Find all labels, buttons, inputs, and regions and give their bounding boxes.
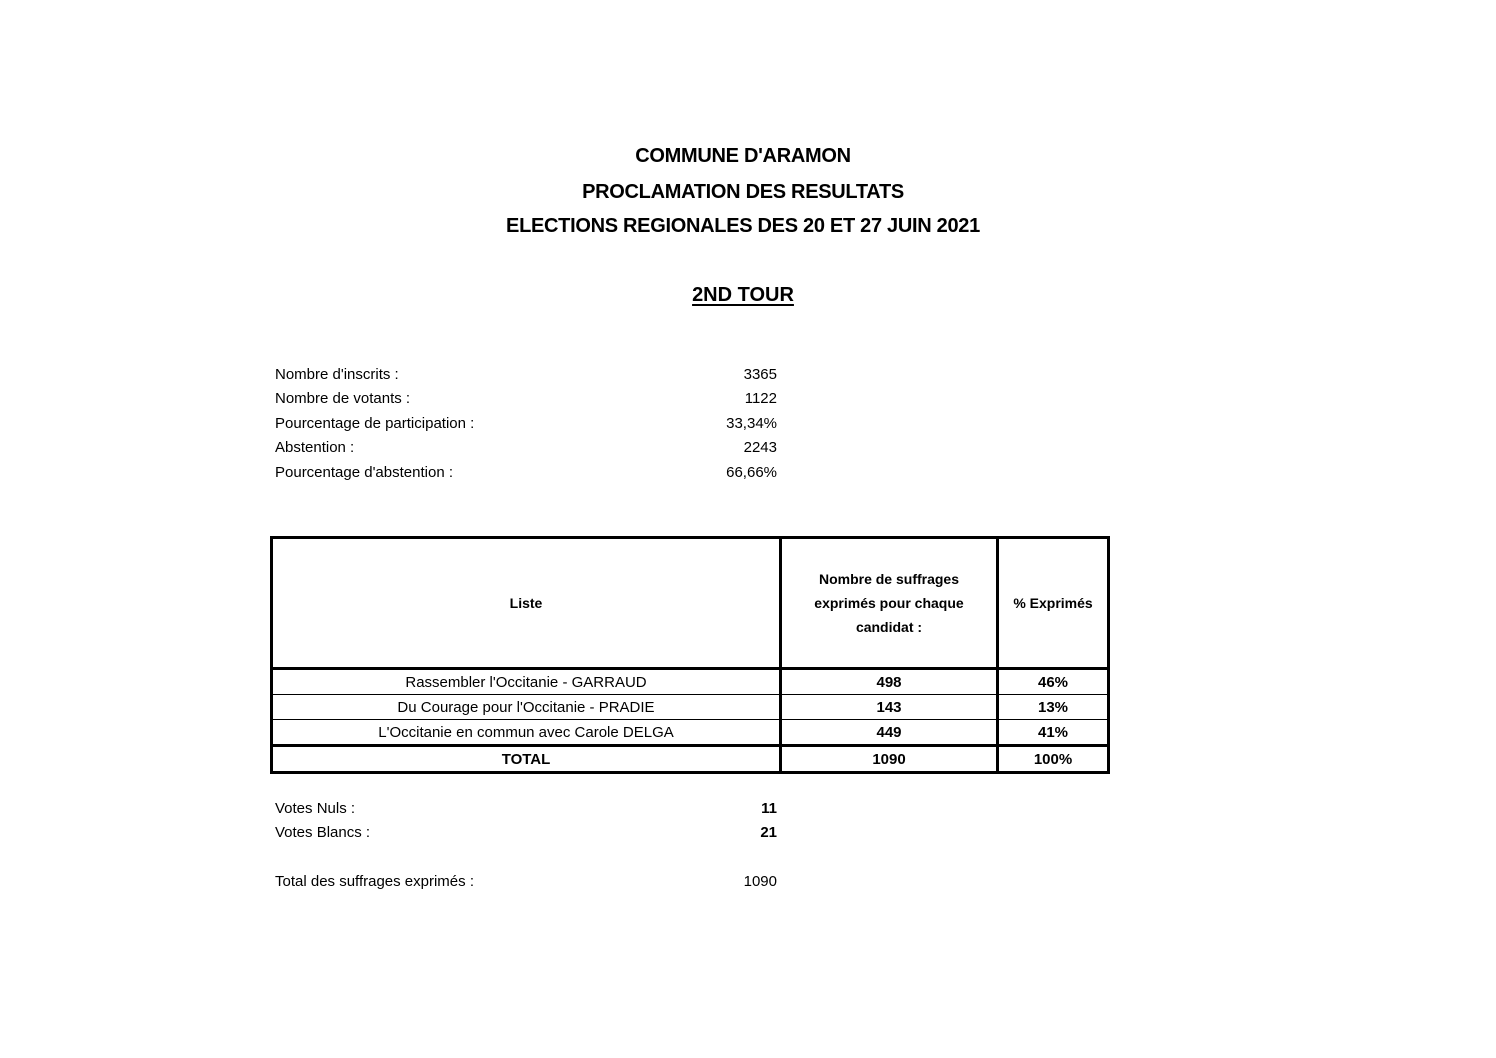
stat-row-abstention xyxy=(275,437,777,459)
stat-row-total-exprimes xyxy=(275,871,777,893)
stat-row-participation xyxy=(275,413,777,435)
stat-label: Votes Nuls : xyxy=(275,800,356,817)
header-pct: % Exprimés xyxy=(998,538,1109,669)
stat-value: 33,34% xyxy=(726,415,777,432)
stat-label: Pourcentage d'abstention : xyxy=(275,464,453,481)
results-table xyxy=(270,536,1110,774)
header-liste: Liste xyxy=(272,538,781,669)
commune-title: COMMUNE D'ARAMON xyxy=(635,145,851,167)
cell-suffrages: 498 xyxy=(781,669,998,695)
stat-value: 2243 xyxy=(743,439,777,456)
stat-value: 66,66% xyxy=(726,464,777,481)
proclamation-title: PROCLAMATION DES RESULTATS xyxy=(582,181,904,203)
stat-label: Pourcentage de participation : xyxy=(275,415,475,432)
table-row xyxy=(272,669,1109,695)
cell-total-label: TOTAL xyxy=(272,746,781,773)
cell-total-suffrages: 1090 xyxy=(781,746,998,773)
cell-liste: Rassembler l'Occitanie - GARRAUD xyxy=(272,669,781,695)
stat-value: 1122 xyxy=(744,390,777,407)
stat-label: Nombre de votants : xyxy=(275,390,411,407)
stat-value: 3365 xyxy=(743,366,777,383)
table-row xyxy=(272,720,1109,746)
stat-value: 1090 xyxy=(743,873,777,890)
stat-value: 21 xyxy=(760,824,777,841)
stat-row-pct-abstention xyxy=(275,462,777,484)
table-header-row xyxy=(272,538,1109,669)
stat-label: Total des suffrages exprimés : xyxy=(275,873,474,890)
cell-liste: L'Occitanie en commun avec Carole DELGA xyxy=(272,720,781,746)
cell-pct: 13% xyxy=(998,695,1109,720)
stat-label: Nombre d'inscrits : xyxy=(275,366,399,383)
cell-suffrages: 449 xyxy=(781,720,998,746)
table-total-row xyxy=(272,746,1109,773)
cell-suffrages: 143 xyxy=(781,695,998,720)
cell-pct: 41% xyxy=(998,720,1109,746)
header-suffrages-text: Nombre de suffrages exprimés pour chaque candidat : xyxy=(814,571,964,635)
stat-row-votants xyxy=(275,388,777,410)
stat-value: 11 xyxy=(761,800,777,817)
cell-total-pct: 100% xyxy=(998,746,1109,773)
election-title: ELECTIONS REGIONALES DES 20 ET 27 JUIN 2021 xyxy=(506,215,980,237)
stat-label: Abstention : xyxy=(275,439,355,456)
header-suffrages xyxy=(781,538,998,669)
stat-label: Votes Blancs : xyxy=(275,824,371,841)
stat-row-votes-nuls xyxy=(275,798,777,820)
stat-row-inscrits xyxy=(275,364,777,386)
cell-pct: 46% xyxy=(998,669,1109,695)
tour-heading: 2ND TOUR xyxy=(692,284,794,306)
stat-row-votes-blancs xyxy=(275,822,777,844)
table-row xyxy=(272,695,1109,720)
cell-liste: Du Courage pour l'Occitanie - PRADIE xyxy=(272,695,781,720)
